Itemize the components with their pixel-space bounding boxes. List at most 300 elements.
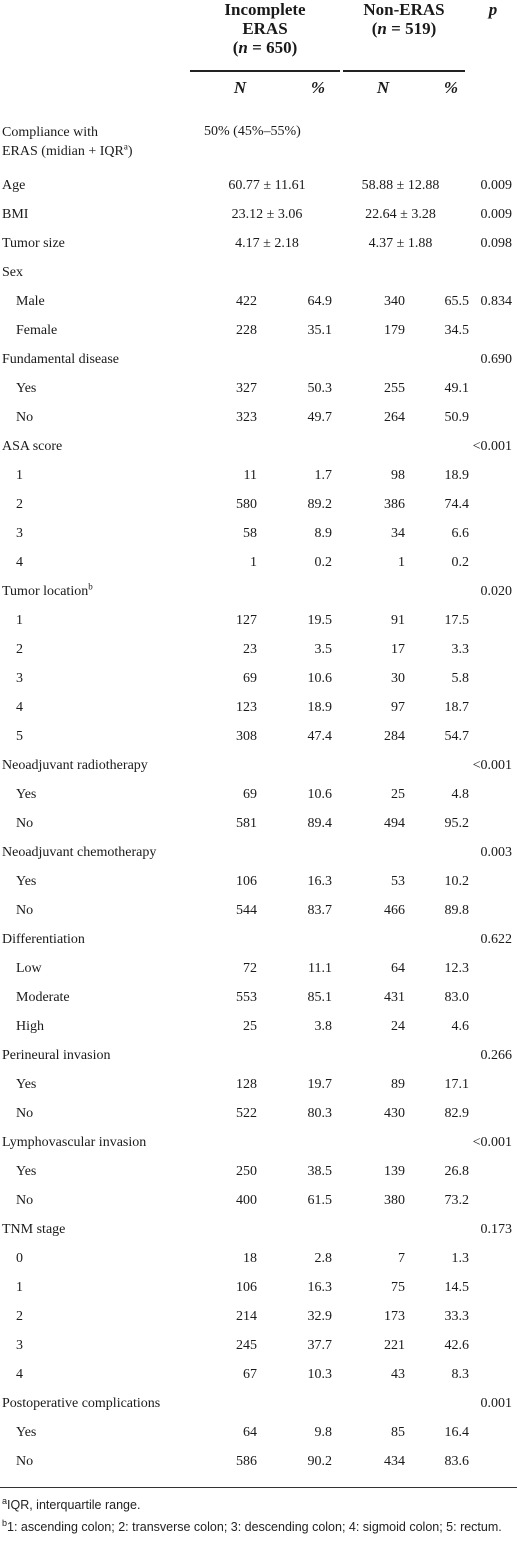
section-label	[0, 1041, 202, 1070]
incomplete-n: 128	[236, 1076, 257, 1092]
non-eras-pct: 12.3	[444, 960, 469, 976]
subheader-n1: N	[233, 78, 247, 97]
incomplete-pct: 3.5	[314, 641, 332, 657]
footnote-a	[2, 1496, 140, 1514]
empty-cell	[202, 925, 257, 954]
table-row	[0, 1099, 517, 1128]
bmi-label: BMI	[2, 206, 29, 222]
non-eras-n: 97	[391, 699, 405, 715]
group2-header	[343, 0, 465, 38]
empty-cell	[469, 490, 517, 519]
non-eras-n: 89	[391, 1076, 405, 1092]
table-row	[0, 1331, 517, 1360]
non-eras-n: 431	[384, 989, 405, 1005]
table-row	[0, 1447, 517, 1476]
non-eras-n: 30	[391, 670, 405, 686]
non-eras-pct: 5.8	[451, 670, 469, 686]
non-eras-n: 85	[391, 1424, 405, 1440]
empty-cell	[332, 1389, 405, 1418]
non-eras-pct: 83.6	[444, 1453, 469, 1469]
empty-cell	[332, 1215, 405, 1244]
non-eras-pct: 17.5	[444, 612, 469, 628]
section-header-neoadjuvant-chemotherapy	[0, 838, 517, 867]
non-eras-n: 386	[384, 496, 405, 512]
group1-header	[190, 0, 340, 57]
incomplete-pct: 10.6	[307, 670, 332, 686]
incomplete-n: 400	[236, 1192, 257, 1208]
incomplete-n: 25	[243, 1018, 257, 1034]
non-eras-pct: 89.8	[444, 902, 469, 918]
non-eras-pct: 34.5	[444, 322, 469, 338]
incomplete-pct: 18.9	[307, 699, 332, 715]
category-label: Yes	[16, 380, 37, 396]
non-eras-pct: 17.1	[444, 1076, 469, 1092]
empty-cell	[469, 1070, 517, 1099]
section-label-text: Tumor location	[2, 583, 89, 599]
incomplete-pct: 47.4	[307, 728, 332, 744]
compliance-label-line1: Compliance with	[2, 125, 99, 140]
category-label: Yes	[16, 1076, 37, 1092]
empty-cell	[469, 1447, 517, 1476]
non-eras-pct: 42.6	[444, 1337, 469, 1353]
category-label: High	[16, 1018, 44, 1034]
incomplete-n: 544	[236, 902, 257, 918]
table-row	[0, 1157, 517, 1186]
incomplete-pct: 16.3	[307, 873, 332, 889]
category-label: Female	[16, 322, 58, 338]
empty-cell	[257, 1041, 332, 1070]
group2-underline	[343, 70, 465, 72]
empty-cell	[469, 606, 517, 635]
section-p-value: 0.622	[480, 931, 512, 947]
incomplete-pct: 83.7	[307, 902, 332, 918]
table-row	[0, 519, 517, 548]
non-eras-n: 255	[384, 380, 405, 396]
empty-cell	[405, 751, 469, 780]
compliance-label-close: )	[127, 144, 133, 159]
category-label: 4	[16, 1366, 23, 1382]
section-p-value: 0.834	[480, 293, 512, 309]
incomplete-pct: 0.2	[314, 554, 332, 570]
non-eras-n: 430	[384, 1105, 405, 1121]
non-eras-pct: 14.5	[444, 1279, 469, 1295]
empty-cell	[257, 838, 332, 867]
empty-cell	[332, 1041, 405, 1070]
non-eras-n: 264	[384, 409, 405, 425]
table-row	[0, 780, 517, 809]
incomplete-pct: 11.1	[308, 960, 332, 976]
category-label: 2	[16, 641, 23, 657]
p-header	[478, 0, 508, 19]
incomplete-pct: 64.9	[307, 293, 332, 309]
table-row	[0, 287, 517, 316]
empty-cell	[257, 1215, 332, 1244]
empty-cell	[332, 345, 405, 374]
tumor-size-incomplete: 4.17 ± 2.18	[235, 235, 299, 251]
empty-cell	[202, 838, 257, 867]
section-label	[0, 258, 202, 287]
incomplete-n: 586	[236, 1453, 257, 1469]
empty-cell	[469, 867, 517, 896]
incomplete-pct: 16.3	[307, 1279, 332, 1295]
empty-cell	[469, 693, 517, 722]
table-row	[0, 1360, 517, 1389]
section-label-text: Sex	[2, 264, 23, 280]
table-row	[0, 1012, 517, 1041]
empty-cell	[202, 751, 257, 780]
incomplete-pct: 85.1	[307, 989, 332, 1005]
group1-title-line2: ERAS	[242, 19, 288, 38]
section-p-value: 0.020	[480, 583, 512, 599]
incomplete-n: 245	[236, 1337, 257, 1353]
incomplete-pct: 49.7	[307, 409, 332, 425]
empty-cell	[202, 258, 517, 287]
non-eras-pct: 10.2	[444, 873, 469, 889]
category-label: 3	[16, 670, 23, 686]
non-eras-pct: 0.2	[451, 554, 469, 570]
compliance-label	[0, 111, 202, 171]
table-row	[0, 461, 517, 490]
section-p-value: 0.003	[480, 844, 512, 860]
section-label-text: Differentiation	[2, 931, 85, 947]
footnote-b-text: 1: ascending colon; 2: transverse colon; 3: descending colon; 4: sigmoid colon; 5: rectum.	[7, 1520, 502, 1534]
empty-cell	[202, 577, 257, 606]
table-row	[0, 548, 517, 577]
compliance-row	[0, 111, 517, 171]
non-eras-pct: 50.9	[444, 409, 469, 425]
section-p-value: 0.173	[480, 1221, 512, 1237]
empty-cell	[469, 809, 517, 838]
section-label	[0, 925, 202, 954]
empty-cell	[469, 983, 517, 1012]
empty-cell	[257, 345, 332, 374]
data-table	[0, 111, 517, 1476]
non-eras-n: 1	[398, 554, 405, 570]
table-row	[0, 1418, 517, 1447]
category-label: Low	[16, 960, 42, 976]
category-label: Moderate	[16, 989, 70, 1005]
non-eras-pct: 83.0	[444, 989, 469, 1005]
empty-cell	[405, 925, 469, 954]
empty-cell	[332, 925, 405, 954]
table-row	[0, 1273, 517, 1302]
tumor-size-non-eras: 4.37 ± 1.88	[368, 235, 433, 251]
empty-cell	[202, 432, 257, 461]
section-label	[0, 1389, 202, 1418]
table-row-bmi	[0, 200, 517, 229]
incomplete-pct: 89.4	[307, 815, 332, 831]
table-row	[0, 722, 517, 751]
incomplete-n: 69	[243, 670, 257, 686]
table-row	[0, 403, 517, 432]
group1-title-line1: Incomplete	[224, 0, 306, 19]
category-label: Yes	[16, 786, 37, 802]
empty-cell	[469, 1099, 517, 1128]
group1-n-symbol: n	[238, 38, 248, 57]
empty-cell	[405, 1041, 469, 1070]
category-label: Yes	[16, 873, 37, 889]
section-header-lymphovascular-invasion	[0, 1128, 517, 1157]
incomplete-pct: 10.6	[307, 786, 332, 802]
section-label	[0, 1215, 202, 1244]
tumor-size-label: Tumor size	[2, 235, 65, 251]
incomplete-pct: 61.5	[307, 1192, 332, 1208]
section-p-value: <0.001	[472, 757, 512, 773]
category-label: 3	[16, 1337, 23, 1353]
incomplete-pct: 89.2	[307, 496, 332, 512]
non-eras-pct: 16.4	[444, 1424, 469, 1440]
subheader-n2: N	[376, 78, 390, 97]
table-row	[0, 606, 517, 635]
empty-cell	[257, 925, 332, 954]
incomplete-n: 58	[243, 525, 257, 541]
tumor-size-p-value: 0.098	[480, 235, 512, 251]
empty-cell	[469, 1302, 517, 1331]
category-label: 1	[16, 467, 23, 483]
non-eras-n: 25	[391, 786, 405, 802]
non-eras-pct: 3.3	[451, 641, 469, 657]
category-label: 1	[16, 1279, 23, 1295]
non-eras-n: 7	[398, 1250, 405, 1266]
incomplete-n: 72	[243, 960, 257, 976]
non-eras-n: 466	[384, 902, 405, 918]
compliance-label-line2: ERAS (midian + IQR	[2, 144, 124, 159]
empty-cell	[469, 1244, 517, 1273]
category-label: 4	[16, 699, 23, 715]
category-label: 1	[16, 612, 23, 628]
category-label: No	[16, 1105, 34, 1121]
incomplete-pct: 8.9	[314, 525, 332, 541]
table-bottom-rule	[0, 1487, 517, 1488]
group2-n-value: = 519	[386, 19, 431, 38]
incomplete-n: 553	[236, 989, 257, 1005]
empty-cell	[257, 1128, 332, 1157]
non-eras-n: 173	[384, 1308, 405, 1324]
bmi-p-value: 0.009	[480, 206, 512, 222]
section-label-text: Fundamental disease	[2, 351, 120, 367]
empty-cell	[202, 1215, 257, 1244]
empty-cell	[469, 780, 517, 809]
table-row	[0, 1186, 517, 1215]
incomplete-n: 214	[236, 1308, 257, 1324]
subheader-pct1: %	[310, 78, 326, 97]
non-eras-pct: 18.7	[444, 699, 469, 715]
compliance-footnote-mark: a	[123, 141, 128, 152]
empty-cell	[332, 838, 405, 867]
non-eras-pct: 8.3	[451, 1366, 469, 1382]
section-label-text: ASA score	[2, 438, 63, 454]
section-label	[0, 1128, 202, 1157]
non-eras-pct: 65.5	[444, 293, 469, 309]
incomplete-n: 581	[236, 815, 257, 831]
table-row	[0, 896, 517, 925]
age-incomplete: 60.77 ± 11.61	[228, 177, 306, 193]
table-row	[0, 693, 517, 722]
non-eras-pct: 4.6	[451, 1018, 469, 1034]
category-label: No	[16, 1192, 34, 1208]
empty-cell	[405, 1389, 469, 1418]
empty-cell	[257, 432, 332, 461]
age-p-value: 0.009	[480, 177, 512, 193]
empty-cell	[469, 1273, 517, 1302]
empty-cell	[469, 548, 517, 577]
section-label	[0, 577, 202, 606]
non-eras-n: 434	[384, 1453, 405, 1469]
group1-n-value: = 650	[247, 38, 292, 57]
category-label: 2	[16, 496, 23, 512]
category-label: Yes	[16, 1163, 37, 1179]
section-header-neoadjuvant-radiotherapy	[0, 751, 517, 780]
section-header-fundamental-disease	[0, 345, 517, 374]
empty-cell	[332, 577, 405, 606]
table-row-tumor-size	[0, 229, 517, 258]
footnote-b	[2, 1518, 512, 1536]
empty-cell	[469, 1360, 517, 1389]
incomplete-n: 228	[236, 322, 257, 338]
empty-cell	[469, 635, 517, 664]
table-row	[0, 664, 517, 693]
incomplete-n: 18	[243, 1250, 257, 1266]
non-eras-pct: 4.8	[451, 786, 469, 802]
empty-cell	[469, 1186, 517, 1215]
incomplete-n: 580	[236, 496, 257, 512]
compliance-value: 50% (45%–55%)	[204, 124, 301, 139]
non-eras-n: 43	[391, 1366, 405, 1382]
non-eras-n: 139	[384, 1163, 405, 1179]
empty-cell	[469, 954, 517, 983]
section-header-tumor-location	[0, 577, 517, 606]
group2-n-symbol: n	[377, 19, 387, 38]
p-header-label: p	[488, 0, 498, 19]
incomplete-pct: 9.8	[314, 1424, 332, 1440]
table-row	[0, 983, 517, 1012]
section-header-differentiation	[0, 925, 517, 954]
incomplete-pct: 37.7	[307, 1337, 332, 1353]
category-label: Male	[16, 293, 45, 309]
group1-n: (n = 650)	[232, 38, 298, 57]
empty-cell	[469, 316, 517, 345]
category-label: No	[16, 815, 34, 831]
incomplete-n: 422	[236, 293, 257, 309]
table-row	[0, 809, 517, 838]
empty-cell	[469, 403, 517, 432]
incomplete-pct: 50.3	[307, 380, 332, 396]
empty-cell	[469, 896, 517, 925]
empty-cell	[202, 1128, 257, 1157]
section-label-text: Postoperative complications	[2, 1395, 161, 1411]
bmi-non-eras: 22.64 ± 3.28	[365, 206, 436, 222]
empty-cell	[469, 664, 517, 693]
incomplete-n: 250	[236, 1163, 257, 1179]
empty-cell	[469, 1331, 517, 1360]
table-row	[0, 374, 517, 403]
incomplete-pct: 2.8	[314, 1250, 332, 1266]
incomplete-n: 308	[236, 728, 257, 744]
category-label: No	[16, 1453, 34, 1469]
non-eras-pct: 95.2	[444, 815, 469, 831]
non-eras-n: 64	[391, 960, 405, 976]
non-eras-n: 98	[391, 467, 405, 483]
empty-cell	[332, 432, 405, 461]
empty-cell	[257, 751, 332, 780]
incomplete-pct: 1.7	[314, 467, 332, 483]
section-footnote-mark: b	[88, 580, 93, 591]
group2-n: (n = 519)	[371, 19, 437, 38]
non-eras-pct: 1.3	[451, 1250, 469, 1266]
age-non-eras: 58.88 ± 12.88	[361, 177, 440, 193]
category-label: 3	[16, 525, 23, 541]
category-label: 0	[16, 1250, 23, 1266]
footnote-a-text: IQR, interquartile range.	[7, 1498, 141, 1512]
table-row	[0, 1302, 517, 1331]
category-label: 5	[16, 728, 23, 744]
section-label-text: Neoadjuvant radiotherapy	[2, 757, 148, 773]
category-label: No	[16, 902, 34, 918]
incomplete-pct: 10.3	[307, 1366, 332, 1382]
bmi-incomplete: 23.12 ± 3.06	[231, 206, 303, 222]
incomplete-pct: 38.5	[307, 1163, 332, 1179]
section-label-text: Lymphovascular invasion	[2, 1134, 147, 1150]
incomplete-n: 106	[236, 873, 257, 889]
non-eras-pct: 74.4	[444, 496, 469, 512]
incomplete-n: 67	[243, 1366, 257, 1382]
section-label-text: Perineural invasion	[2, 1047, 111, 1063]
incomplete-pct: 80.3	[307, 1105, 332, 1121]
empty-cell	[257, 1389, 332, 1418]
non-eras-n: 17	[391, 641, 405, 657]
empty-cell	[202, 1389, 257, 1418]
non-eras-pct: 33.3	[444, 1308, 469, 1324]
empty-cell	[405, 345, 469, 374]
section-label	[0, 838, 202, 867]
section-p-value: <0.001	[472, 1134, 512, 1150]
category-label: No	[16, 409, 34, 425]
empty-cell	[405, 432, 469, 461]
incomplete-pct: 90.2	[307, 1453, 332, 1469]
table-row	[0, 954, 517, 983]
non-eras-n: 179	[384, 322, 405, 338]
empty-cell	[332, 751, 405, 780]
non-eras-n: 34	[391, 525, 405, 541]
group2-title-line1: Non-ERAS	[363, 0, 445, 19]
non-eras-n: 75	[391, 1279, 405, 1295]
incomplete-n: 1	[250, 554, 257, 570]
section-header-asa-score	[0, 432, 517, 461]
non-eras-pct: 26.8	[444, 1163, 469, 1179]
non-eras-n: 91	[391, 612, 405, 628]
empty-cell	[332, 1128, 405, 1157]
footnote-a-mark: a	[2, 1495, 8, 1506]
empty-cell	[405, 577, 469, 606]
section-header-perineural-invasion	[0, 1041, 517, 1070]
non-eras-pct: 54.7	[444, 728, 469, 744]
table-row-age	[0, 171, 517, 200]
section-p-value: 0.001	[480, 1395, 512, 1411]
incomplete-pct: 3.8	[314, 1018, 332, 1034]
section-header-postoperative-complications	[0, 1389, 517, 1418]
empty-cell	[202, 345, 257, 374]
category-label: 4	[16, 554, 23, 570]
age-label: Age	[2, 177, 26, 193]
section-label	[0, 432, 202, 461]
incomplete-pct: 19.7	[307, 1076, 332, 1092]
non-eras-pct: 82.9	[444, 1105, 469, 1121]
incomplete-n: 11	[243, 467, 257, 483]
table-row	[0, 635, 517, 664]
incomplete-n: 64	[243, 1424, 257, 1440]
empty-cell	[469, 519, 517, 548]
empty-cell	[405, 1128, 469, 1157]
